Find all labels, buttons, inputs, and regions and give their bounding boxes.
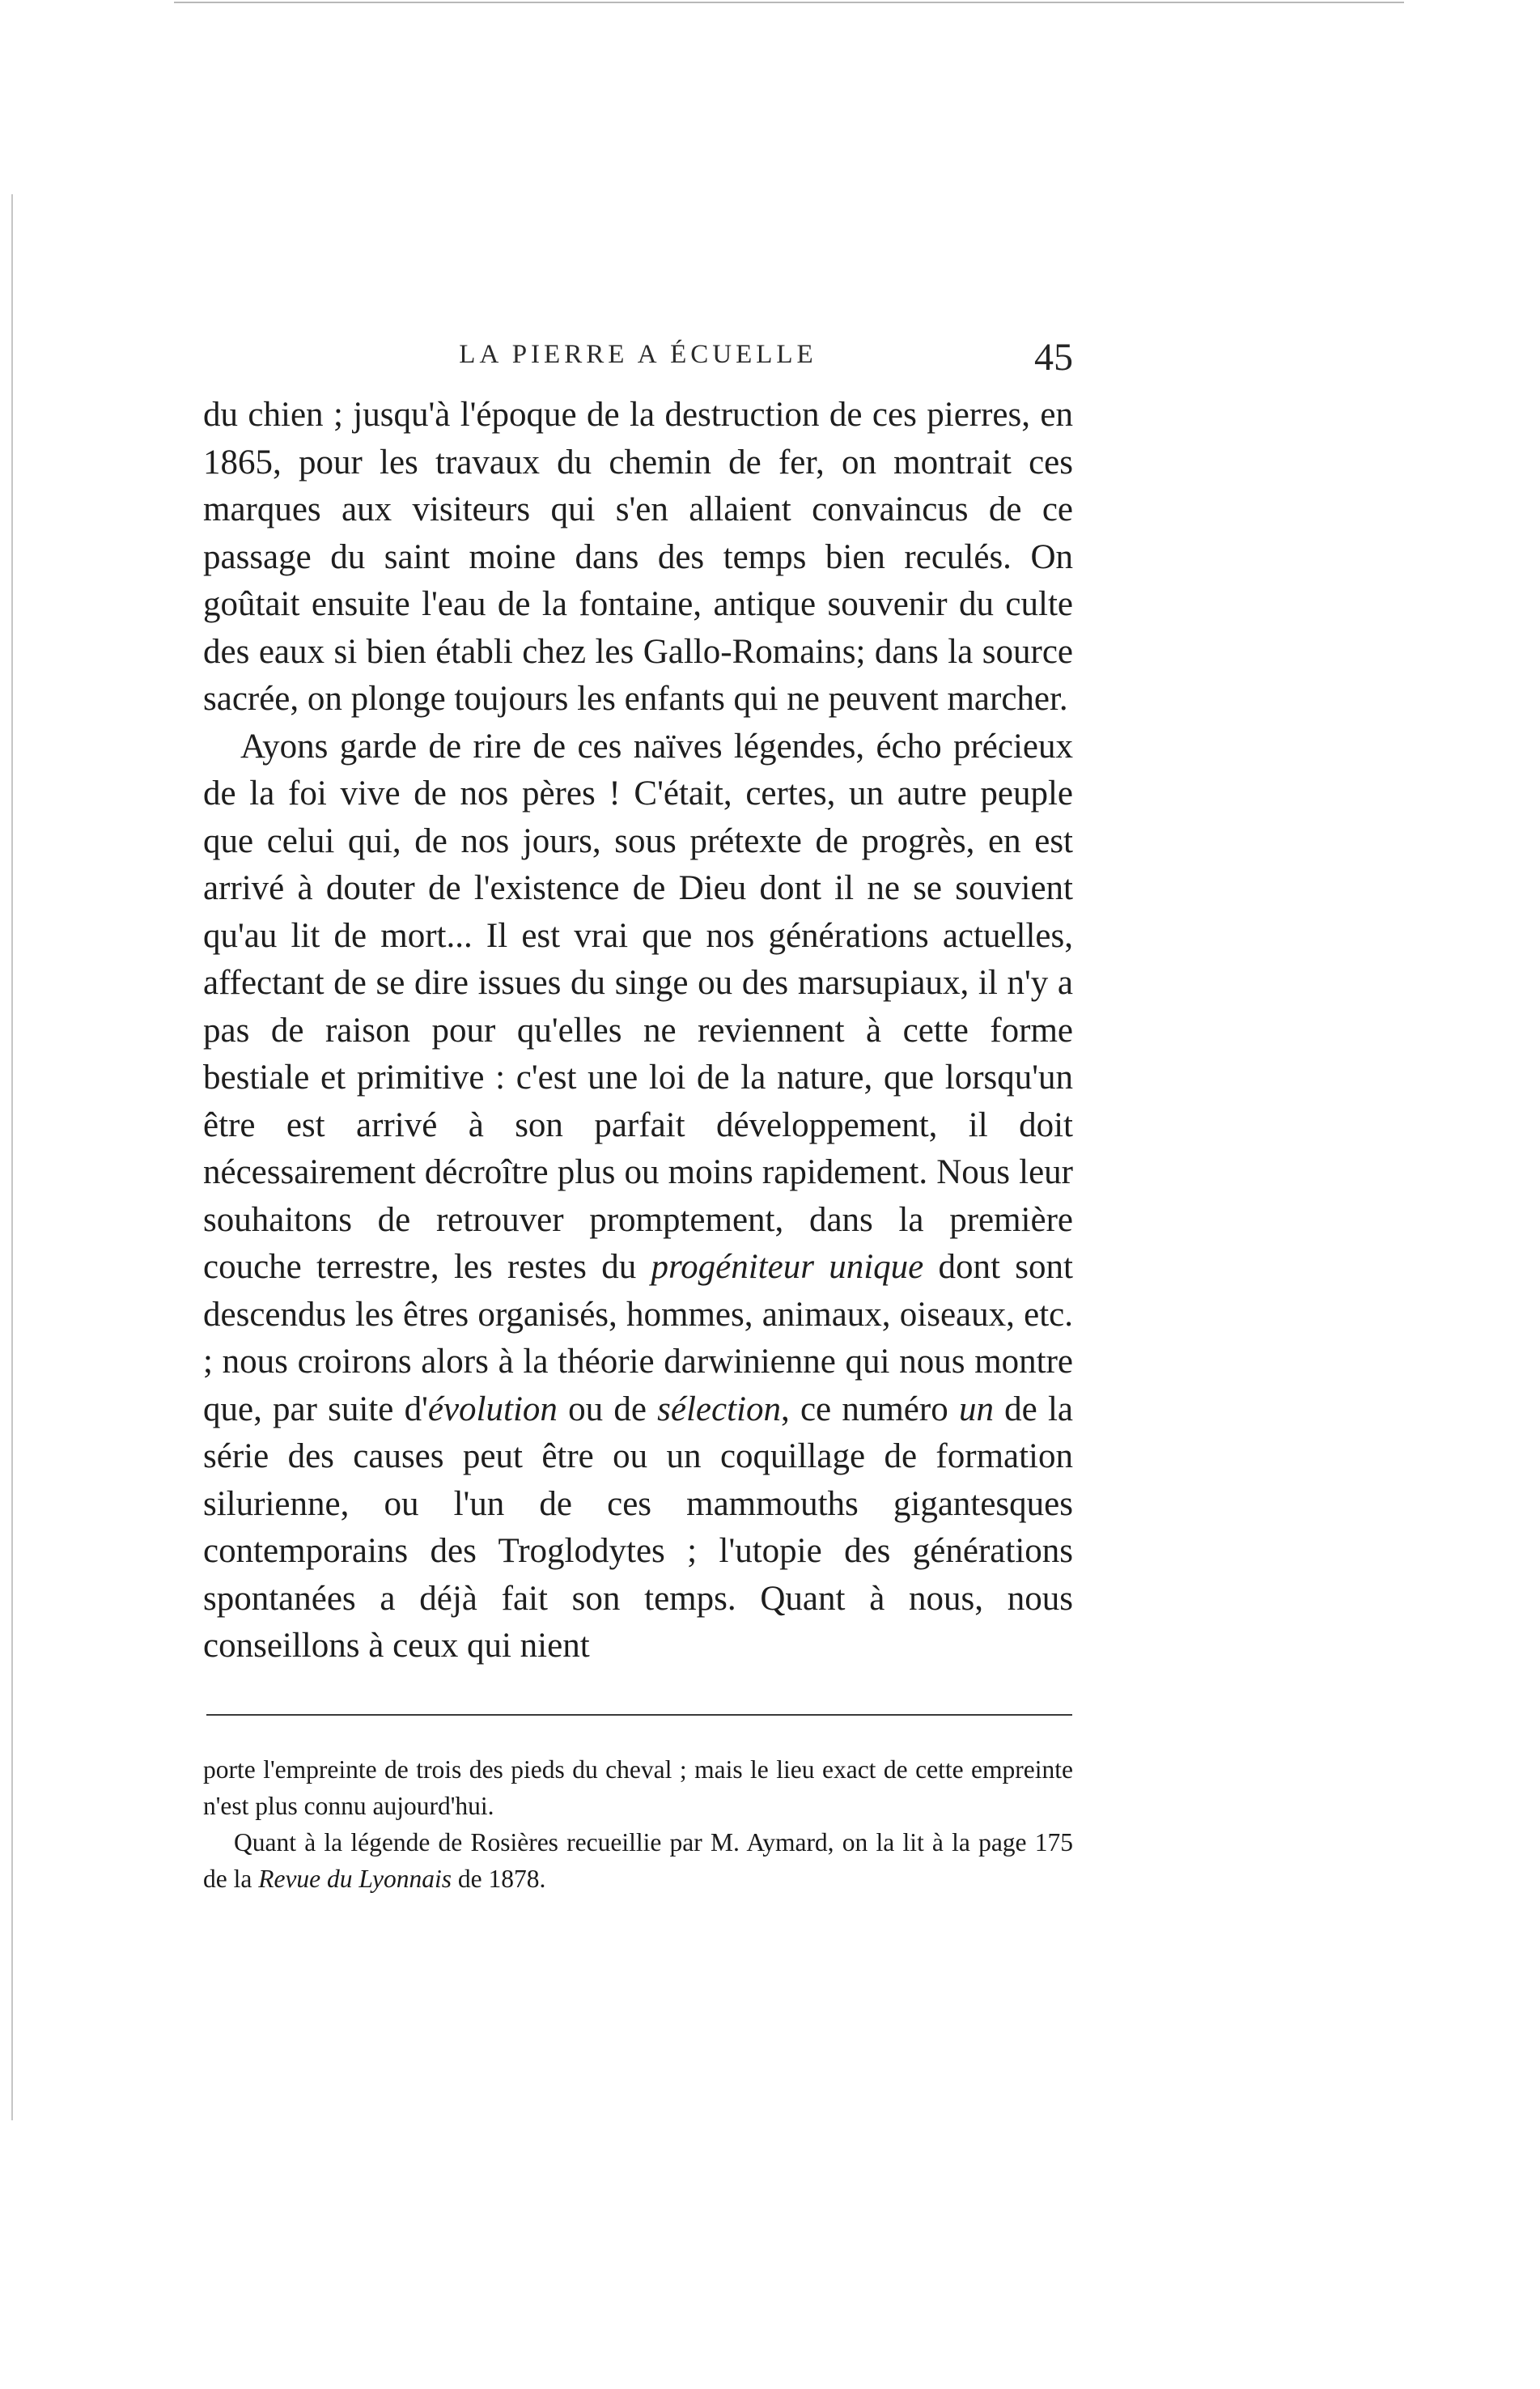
paragraph-2 — [203, 723, 1073, 1670]
footnote-2 — [203, 1824, 1073, 1897]
italic-selection: sélection — [657, 1390, 781, 1428]
running-head — [203, 324, 1073, 388]
paragraph-2-text-2: dont sont descendus les êtres organisés, hommes, animaux, oiseaux, etc. ; nous croirons alors à la théorie darwinienne qui nous montre que, par suite d' — [203, 1248, 1073, 1428]
running-title: LA PIERRE A ÉCUELLE — [459, 340, 817, 369]
italic-progeniteur-unique: progéniteur unique — [651, 1248, 924, 1286]
footnote-separator — [206, 1714, 1072, 1716]
footnote-2-text-2: de 1878. — [451, 1864, 546, 1893]
paragraph-2-text-5: de la série des causes peut être ou un coquillage de formation silurienne, ou l'un de ces mammouths gigantesques contemporains des Troglodytes ; l'utopie des générations spontanées a déjà fait son temps. Quant à nous, nous conseillons à ceux qui nient — [203, 1390, 1073, 1665]
book-page — [203, 324, 1073, 1897]
paragraph-1: du chien ; jusqu'à l'époque de la destruction de ces pierres, en 1865, pour les travaux du chemin de fer, on montrait ces marques aux visiteurs qui s'en allaient convaincus de ce passage du saint moine dans des temps bien reculés. On goûtait ensuite l'eau de la fontaine, antique souvenir du culte des eaux si bien établi chez les Gallo-Romains; dans la source sacrée, on plonge toujours les enfants qui ne peuvent marcher. — [203, 396, 1073, 718]
page-number: 45 — [1034, 336, 1073, 379]
paragraph-2-text-1: Ayons garde de rire de ces naïves légendes, écho précieux de la foi vive de nos pères ! C'était, certes, un autre peuple que celui qui, de nos jours, sous prétexte de progrès, en est arrivé à douter de l'existence de Dieu dont il ne se souvient qu'au lit de mort... Il est vrai que nos générations actuelles, affectant de se dire issues du singe ou des marsupiaux, il n'y a pas de raison pour qu'elles ne reviennent à cette forme bestiale et primitive : c'est une loi de la nature, que lorsqu'un être est arrivé à son parfait développement, il doit nécessairement décroître plus ou moins rapidement. Nous leur souhaitons de retrouver promptement, dans la première couche terrestre, les restes du — [203, 727, 1073, 1286]
scan-top-edge — [174, 2, 1404, 3]
footnote-2-text-1: Quant à la légende de Rosières recueillie par M. Aymard, on la lit à la page 175 de la — [203, 1827, 1073, 1893]
italic-un: un — [958, 1390, 994, 1428]
paragraph-2-text-4: , ce numéro — [781, 1390, 959, 1428]
italic-evolution: évolution — [427, 1390, 558, 1428]
footnote-1: porte l'empreinte de trois des pieds du cheval ; mais le lieu exact de cette empreinte n'est plus connu aujourd'hui. — [203, 1755, 1073, 1820]
paragraph-2-text-3: ou de — [557, 1390, 658, 1428]
footnotes — [203, 1751, 1073, 1897]
italic-revue-du-lyonnais: Revue du Lyonnais — [258, 1864, 452, 1893]
body-text — [203, 392, 1073, 1670]
scan-left-edge — [11, 194, 13, 2120]
